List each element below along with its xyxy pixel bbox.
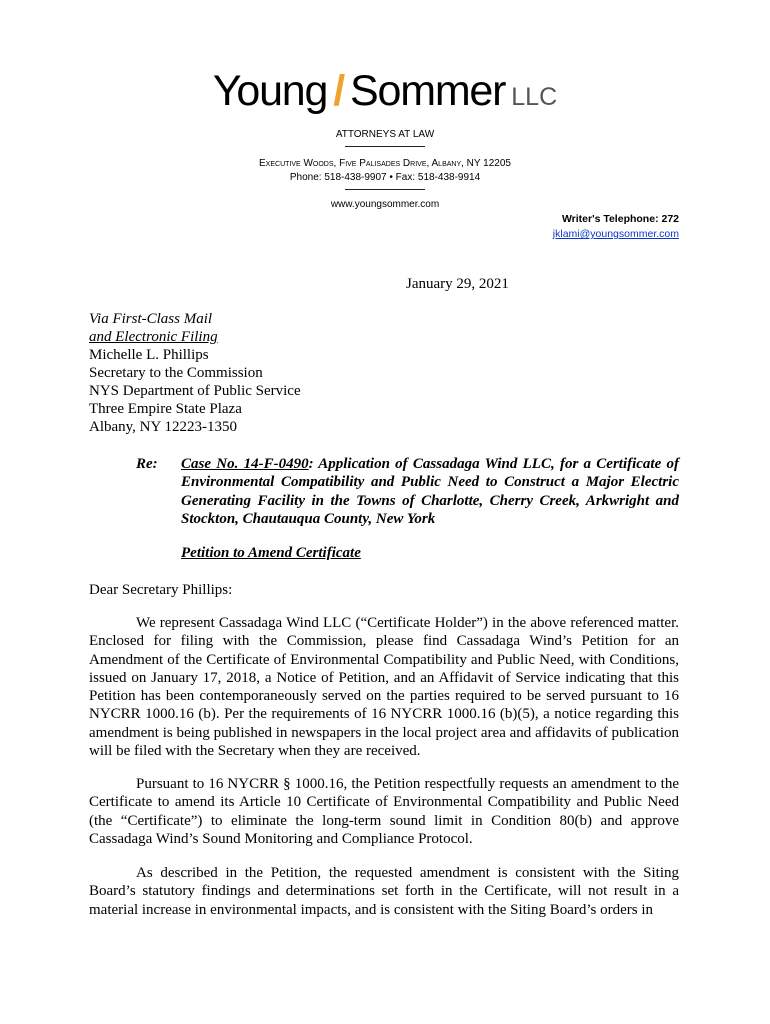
recipient-city: Albany, NY 12223-1350	[89, 419, 238, 435]
logo-sommer: Sommer	[350, 67, 506, 115]
body-paragraph-3: As described in the Petition, the requested amendment is consistent with the Siting Board’s statutory findings and determinations set forth in the Certificate, will not result in a material increase in environmental impacts, and is consistent with the Siting Board’s orders in	[89, 865, 679, 918]
tagline: ATTORNEYS AT LAW	[335, 129, 435, 140]
writer-telephone: Writer's Telephone: 272	[561, 213, 679, 225]
body-paragraph-1: We represent Cassadaga Wind LLC (“Certificate Holder”) in the above referenced matter. Enclosed for filing with the Commission, please find Cassadaga Wind’s Petition for an Amendment of the Certificate of Environmental Compatibility and Public Need, with Conditions, issued on January 17, 2018, a Notice of Petition, and an Affidavit of Service indicating that this Petition has been contemporaneously served on the parties required to be served pursuant to 16 NYCRR 1000.16 (b). Per the requirements of 16 NYCRR 1000.16 (b)(5), a notice regarding this amendment is being published in newspapers in the local project area and affidavits of publication will be filed with the Secretary when they are received.	[89, 615, 679, 760]
recipient-title: Secretary to the Commission	[89, 365, 263, 381]
case-number: Case No. 14-F-0490	[181, 456, 309, 472]
body-paragraph-2: Pursuant to 16 NYCRR § 1000.16, the Petition respectfully requests an amendment to the Certificate to amend its Article 10 Certificate of Environmental Compatibility and Public Need (the “Certificate”) to eliminate the long-term sound limit in Condition 80(b) and approve Cassadaga Wind’s Sound Monitoring and Compliance Protocol.	[89, 776, 679, 847]
re-subject	[181, 455, 679, 528]
recipient-org: NYS Department of Public Service	[89, 383, 301, 399]
letter-date: January 29, 2021	[406, 276, 509, 292]
case-subject: : Application of Cassadaga Wind LLC, for a Certificate of Environmental Compatibility and Public Need to Construct a Major Electric Generating Facility in the Towns of Charlotte, Cherry Creek, Arkwright and Stockton, Chautauqua County, New York	[181, 456, 679, 527]
logo-slash: /	[333, 67, 344, 115]
recipient-name: Michelle L. Phillips	[89, 347, 209, 363]
firm-address: Executive Woods, Five Palisades Drive, Albany, NY 12205	[259, 158, 511, 169]
divider-bottom	[345, 189, 425, 190]
delivery-method-1: Via First-Class Mail	[89, 311, 213, 327]
recipient-street: Three Empire State Plaza	[89, 401, 242, 417]
salutation: Dear Secretary Phillips:	[89, 582, 233, 598]
firm-website[interactable]: www.youngsommer.com	[330, 199, 440, 210]
writer-email-link[interactable]: jklami@youngsommer.com	[552, 228, 679, 240]
delivery-method-2: and Electronic Filing	[89, 329, 218, 345]
petition-title: Petition to Amend Certificate	[181, 545, 361, 561]
firm-logo	[0, 66, 770, 122]
logo-llc: LLC	[511, 83, 558, 111]
logo-young: Young	[212, 67, 328, 115]
firm-phone-fax: Phone: 518-438-9907 • Fax: 518-438-9914	[289, 172, 481, 183]
re-label: Re:	[136, 456, 158, 472]
divider-top	[345, 146, 425, 147]
